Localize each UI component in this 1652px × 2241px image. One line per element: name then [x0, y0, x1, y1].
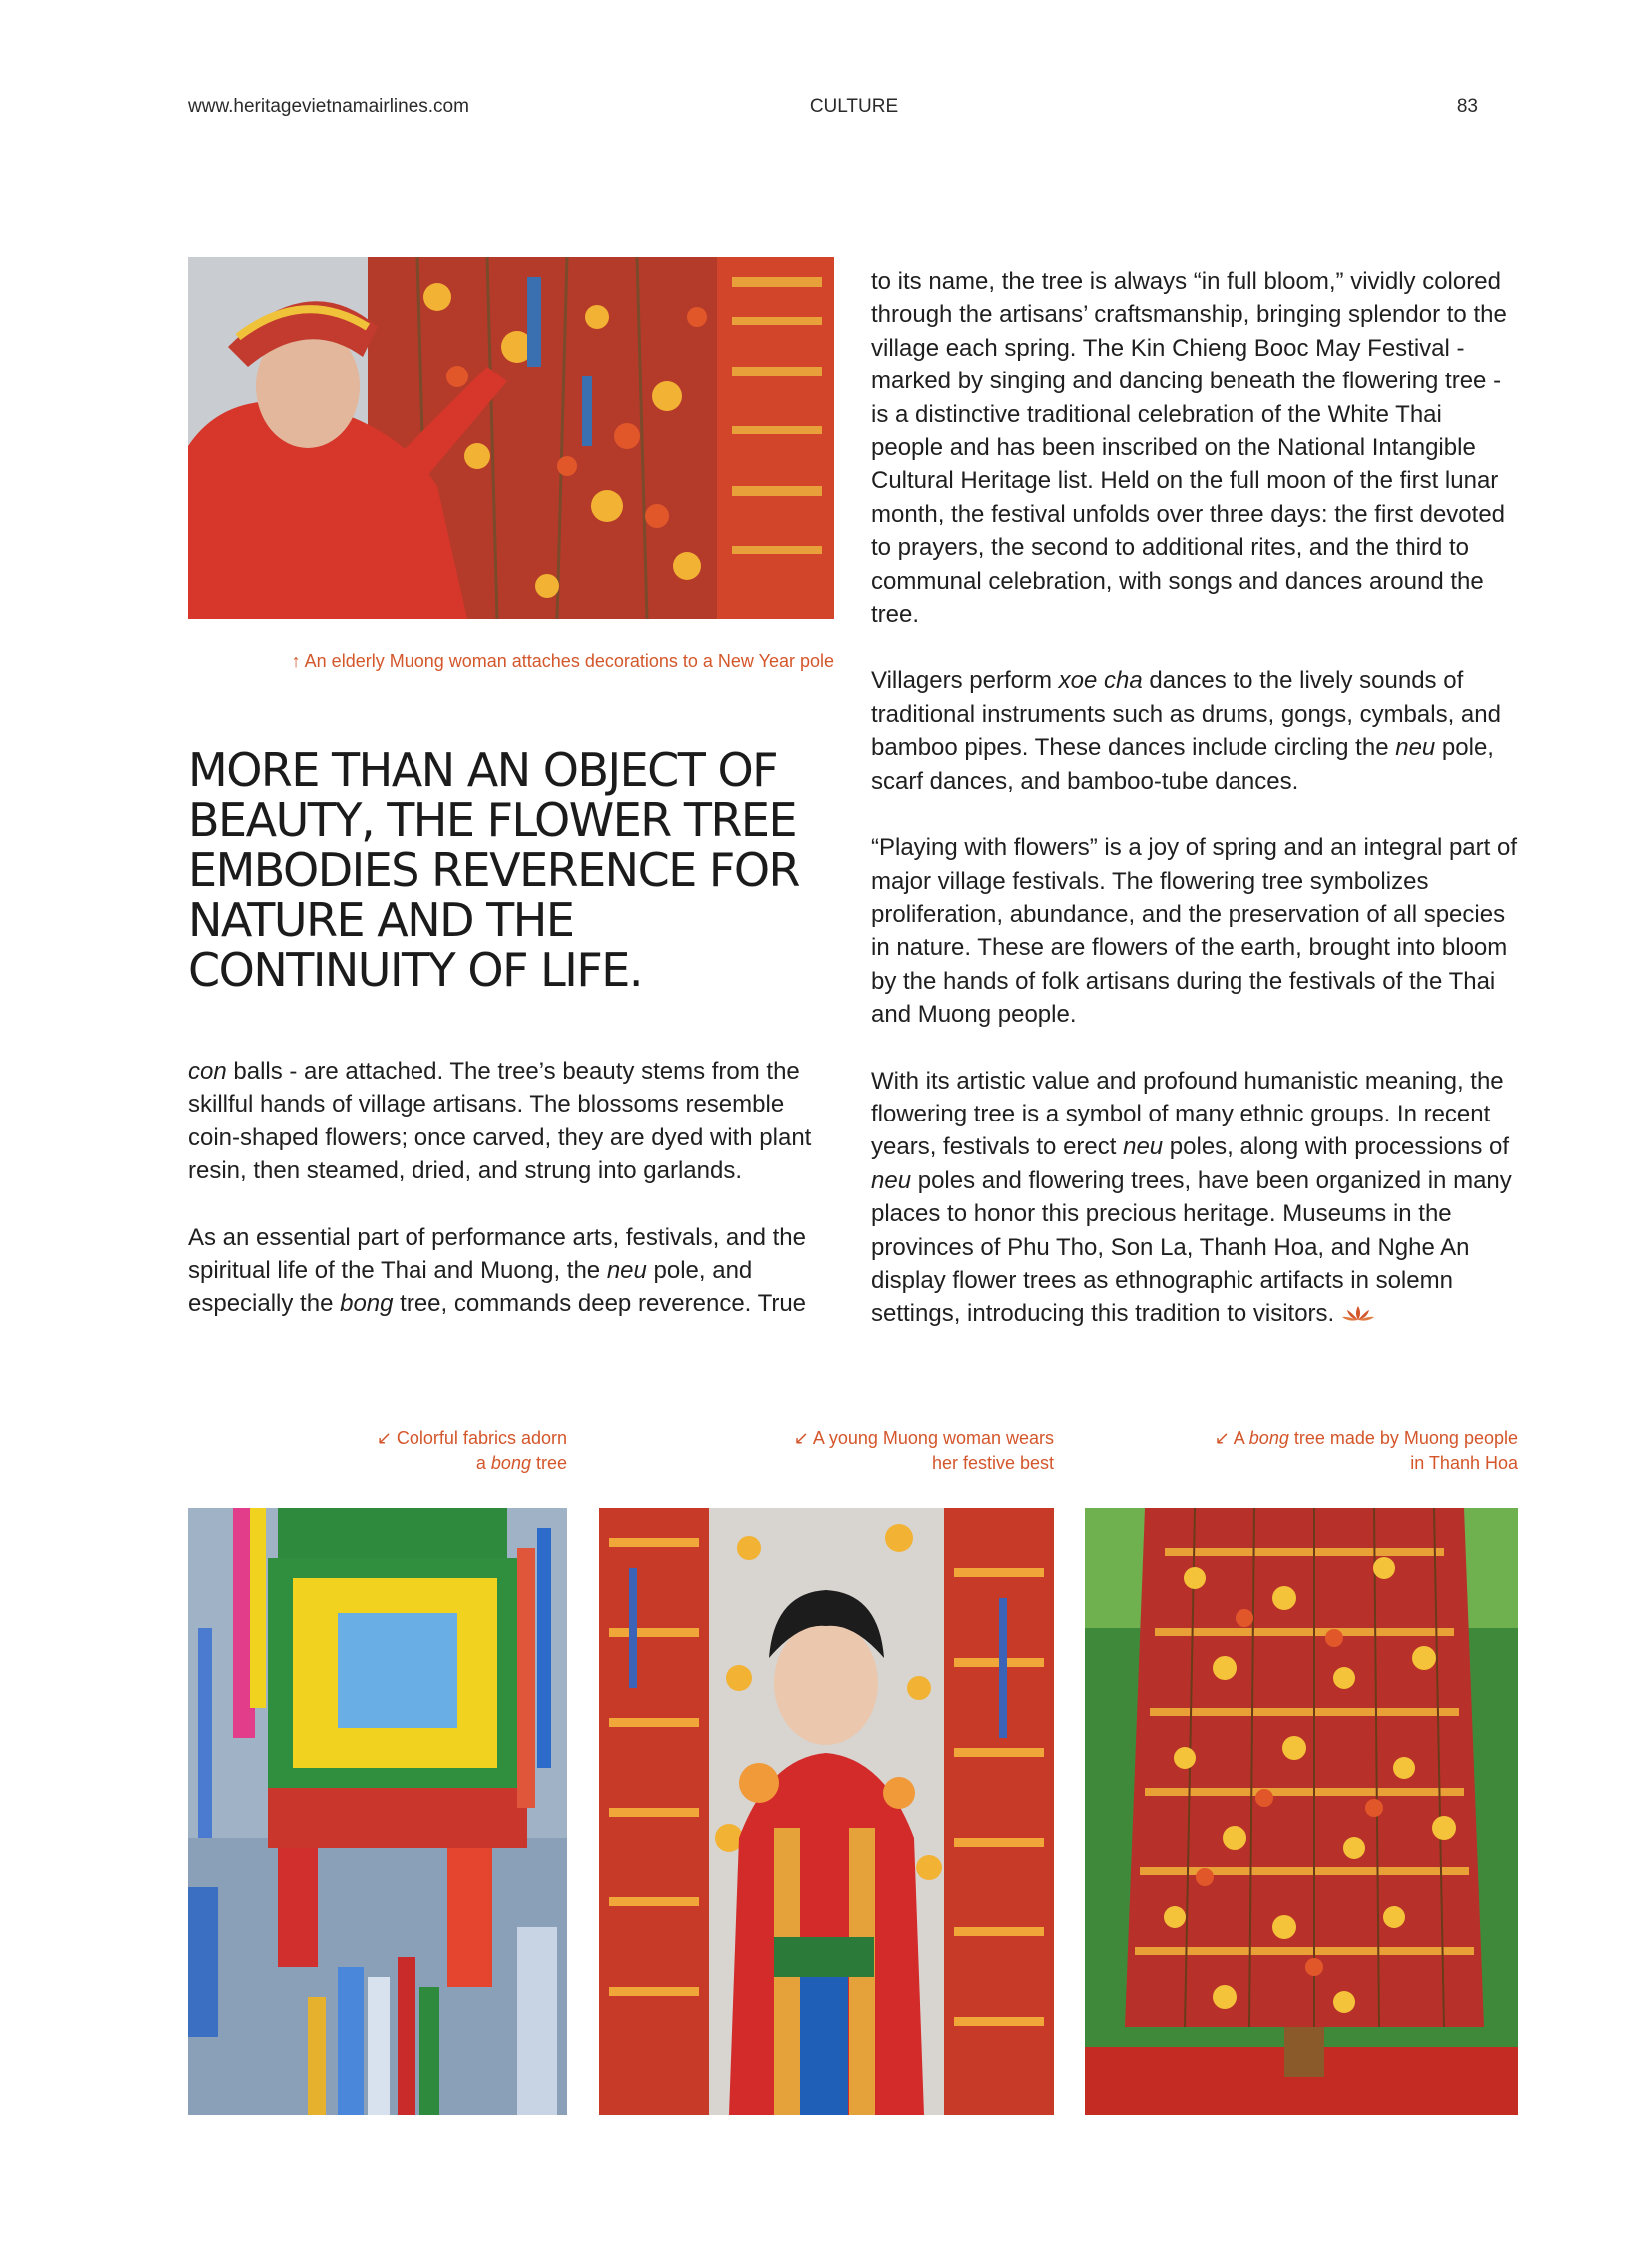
left-paragraph-2 — [188, 1221, 827, 1321]
page-number: 83 — [1456, 96, 1478, 117]
caption-bong-tree — [1085, 1426, 1518, 1476]
text-run: pole, and especially the — [188, 1257, 753, 1318]
text-run: tree made by Muong people — [1288, 1428, 1518, 1448]
italic-term: con — [188, 1058, 227, 1085]
italic-term: xoe cha — [1058, 667, 1143, 695]
right-column — [871, 265, 1520, 1365]
caption-line: ↙ Colorful fabrics adorn — [376, 1428, 567, 1448]
text-run: As an essential part of performance arts, festivals, and the spiritual life of the Thai and Muong, the — [188, 1223, 806, 1285]
section-label: CULTURE — [809, 96, 899, 117]
italic-term: neu — [1395, 734, 1436, 762]
photo-elderly-woman — [188, 257, 834, 619]
text-run: poles, along with processions of — [1163, 1133, 1510, 1161]
photo-bong-tree — [1085, 1508, 1518, 2115]
right-paragraph-4 — [871, 1065, 1520, 1332]
caption-colorful-fabrics — [188, 1426, 567, 1476]
caption-young-woman — [599, 1426, 1054, 1476]
italic-term: neu — [871, 1166, 912, 1194]
italic-term: neu — [1123, 1133, 1164, 1161]
text-run: With its artistic value and profound humanistic meaning, the flowering tree is a symbol of many ethnic groups. In recent years, festivals to erect — [871, 1067, 1504, 1161]
right-paragraph-3: “Playing with flowers” is a joy of spring and an integral part of major village festivals. The flowering tree symbolizes proliferation, abundance, and the preservation of all species in nature. These are flowers of the earth, brought into bloom by the hands of folk artisans during the festivals of the Thai and Muong people. — [871, 834, 1517, 1029]
text-run: ↙ A — [1214, 1428, 1249, 1448]
italic-term: neu — [606, 1257, 647, 1285]
text-run: tree, commands deep reverence. True — [393, 1290, 807, 1318]
text-run: pole, scarf dances, and bamboo-tube dances. — [871, 734, 1494, 795]
caption-line: her festive best — [931, 1453, 1054, 1473]
caption-line: ↙ A young Muong woman wears — [793, 1428, 1054, 1448]
caption-line — [188, 1451, 567, 1476]
website-url: www.heritagevietnamairlines.com — [188, 96, 469, 117]
text-run: balls - are attached. The tree’s beauty stems from the skillful hands of village artisans. The blossoms resemble coin-shaped flowers; once carved, they are dyed with plant resin, then steamed, dried, and strung into garlands. — [188, 1058, 812, 1185]
caption-line — [1085, 1426, 1518, 1451]
right-paragraph-2 — [871, 664, 1520, 798]
text-run: a — [475, 1453, 491, 1473]
text-run: Villagers perform — [871, 667, 1059, 695]
text-run: dances to the lively sounds of traditional instruments such as drums, gongs, cymbals, and bamboo pipes. These dances include circling the — [871, 667, 1501, 762]
lotus-end-icon — [1341, 1298, 1375, 1331]
text-run: tree — [530, 1453, 567, 1473]
left-paragraph-1 — [188, 1055, 827, 1188]
right-paragraph-1: to its name, the tree is always “in full bloom,” vividly colored through the artisans’ craftsmanship, bringing splendor to the village each spring. The Kin Chieng Booc May Festival - marked by singing and dancing beneath the flowering tree - is a distinctive traditional celebration of the White Thai people and has been inscribed on the National Intangible Cultural Heritage list. Held on the full moon of the first lunar month, the festival unfolds over three days: the first devoted to prayers, the second to additional rites, and the third to communal celebration, with songs and dances around the tree. — [871, 268, 1507, 629]
caption-line: in Thanh Hoa — [1410, 1453, 1518, 1473]
italic-term: bong — [490, 1453, 531, 1473]
text-run: poles and flowering trees, have been organized in many places to honor this precious heritage. Museums in the provinces of Phu Tho, Son La, Thanh Hoa, and Nghe An display flower trees as ethnographic artifacts in solemn settings, introducing this tradition to visitors. — [871, 1166, 1512, 1328]
italic-term: bong — [340, 1290, 394, 1318]
left-column — [188, 1055, 827, 1354]
photo-colorful-fabrics — [188, 1508, 567, 2115]
caption-elderly-woman: ↑ An elderly Muong woman attaches decorations to a New Year pole — [291, 651, 834, 671]
photo-young-woman — [599, 1508, 1054, 2115]
pull-quote: MORE THAN AN OBJECT OF BEAUTY, THE FLOWER TREE EMBODIES REVERENCE FOR NATURE AND THE CONTINUITY OF LIFE. — [188, 743, 800, 997]
italic-term: bong — [1248, 1428, 1289, 1448]
